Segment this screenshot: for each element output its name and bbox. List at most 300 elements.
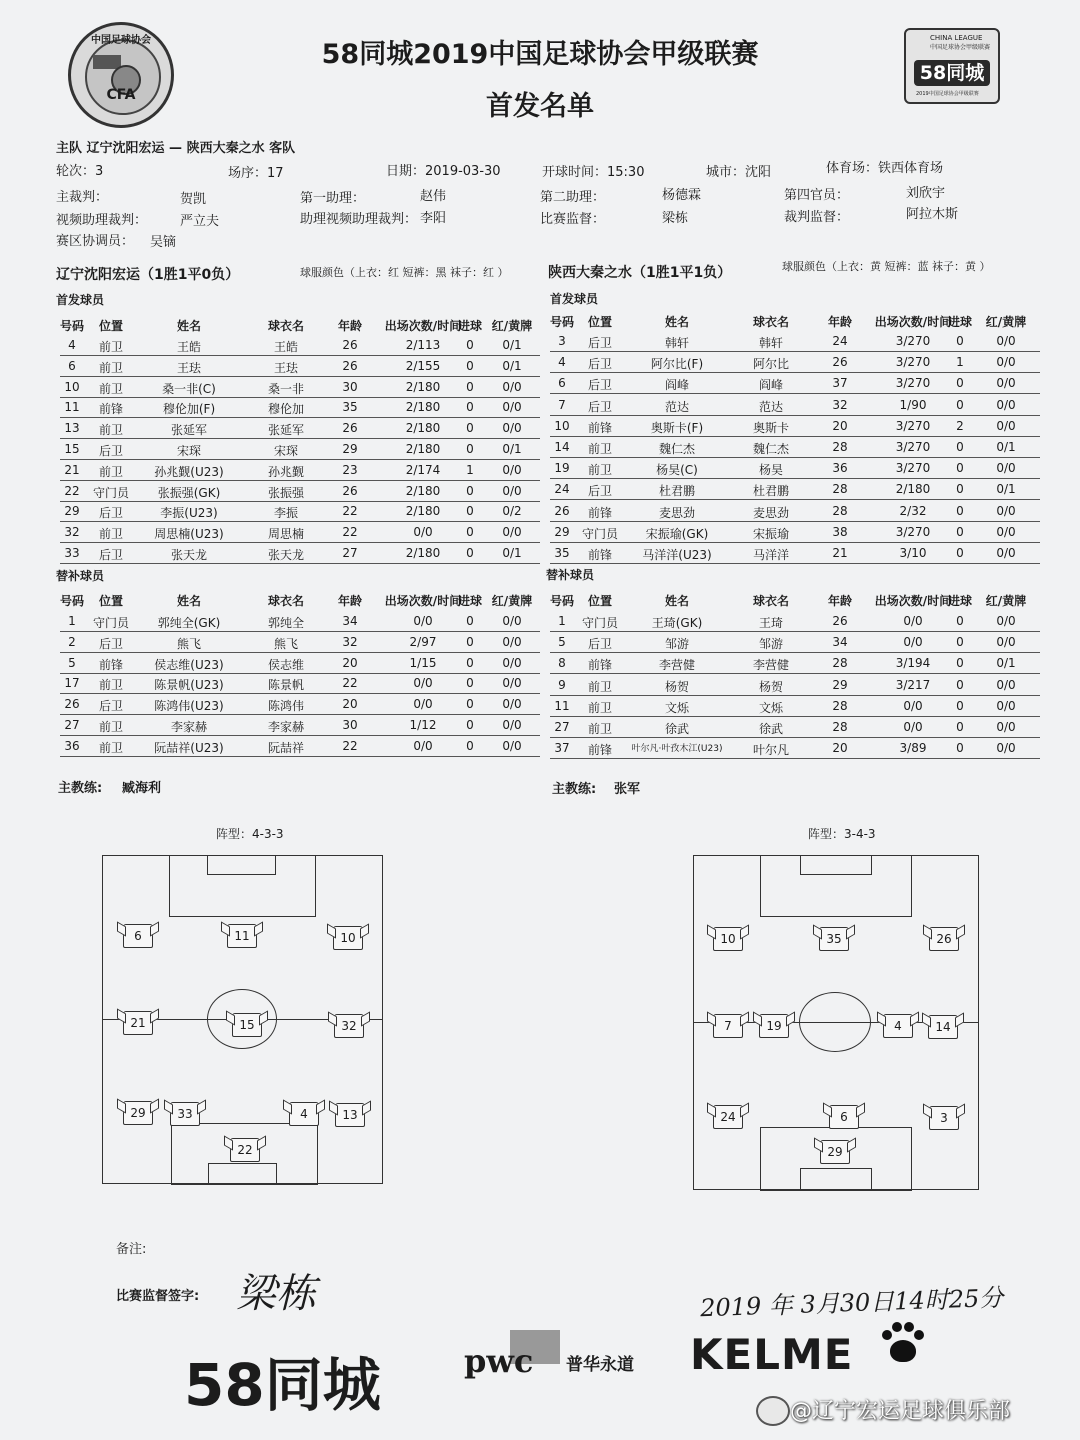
away-starter-shirt-name: 魏仁杰	[752, 442, 790, 456]
home-starter-apps: 2/180	[405, 442, 441, 456]
away-starter-apps: 3/270	[895, 334, 931, 348]
home-starter-apps: 2/155	[405, 358, 441, 373]
home-sub-name: 陈鸿伟(U23)	[154, 699, 224, 714]
away-sub-position: 后卫	[587, 637, 613, 652]
away-sub-age: 34	[832, 635, 848, 650]
home-subs-header-goals: 进球	[457, 594, 483, 608]
away-starter-age: 32	[832, 397, 848, 412]
table-row-line	[550, 542, 1040, 543]
away-starter-goals: 0	[956, 334, 964, 348]
home-starter-number: 33	[64, 546, 80, 560]
away-starters-header-name: 姓名	[664, 315, 690, 329]
away-sub-name: 文烁	[664, 700, 690, 715]
away-starter-goals: 0	[956, 503, 964, 518]
round: 轮次：3	[56, 164, 104, 179]
home-sub-goals: 0	[466, 676, 474, 691]
home-sub-cards: 0/0	[502, 738, 522, 753]
home-starter-age: 27	[342, 546, 358, 560]
away-starters-header-shirt-name: 球衣名	[752, 315, 790, 329]
home-starter-cards: 0/1	[502, 442, 522, 456]
home-starter-cards: 0/0	[502, 400, 522, 415]
away-sub-position: 前锋	[587, 658, 613, 673]
home-starter-age: 29	[342, 442, 358, 456]
away-starter-cards: 0/0	[996, 397, 1016, 412]
away-subs-header-goals: 进球	[947, 594, 973, 608]
away-sub-shirt-name: 叶尔凡	[752, 743, 790, 758]
away-starters-header-goals: 进球	[947, 315, 973, 329]
away-starter-name: 奥斯卡(F)	[650, 420, 704, 435]
away-starter-shirt-name: 杜君鹏	[752, 484, 790, 499]
away-sub-number: 8	[558, 656, 566, 671]
home-starter-name: 王珐	[176, 360, 202, 375]
away-sub-apps: 0/0	[903, 698, 923, 713]
table-row-line	[550, 652, 1040, 653]
away-sub-shirt-name: 邹游	[758, 637, 784, 652]
away-sub-age: 20	[832, 741, 848, 756]
home-starter-cards: 0/1	[502, 338, 522, 352]
table-row-line	[60, 501, 540, 502]
away-sub-cards: 0/0	[996, 614, 1016, 628]
away-starter-name: 麦思劲	[658, 505, 696, 520]
away-starter-goals: 1	[956, 355, 964, 370]
home-sub-age: 32	[342, 634, 358, 649]
away-starter-name: 阎峰	[664, 378, 690, 393]
home-subs-header-apps: 出场次数/时间	[384, 594, 462, 608]
away-formation: 阵型：3-4-3	[808, 827, 876, 841]
away-starter-position: 前锋	[587, 505, 613, 520]
home-starter-position: 后卫	[98, 506, 124, 521]
official-name: 杨德霖	[662, 188, 702, 203]
official-label: 裁判监督：	[784, 210, 850, 225]
away-starter-number: 10	[554, 418, 570, 433]
table-row-line	[60, 521, 540, 522]
home-starter-position: 前卫	[98, 360, 124, 375]
away-sub-name: 邹游	[664, 637, 690, 652]
away-starter-cards: 0/0	[996, 418, 1016, 433]
kelme-paw-icon	[880, 1320, 926, 1366]
home-starters-header-age: 年龄	[337, 319, 363, 333]
home-starter-apps: 2/180	[405, 421, 441, 436]
away-subs-header-apps: 出场次数/时间	[874, 594, 952, 608]
sponsor-pwc: pwc	[464, 1342, 534, 1380]
home-sub-age: 22	[342, 676, 358, 691]
away-sub-number: 1	[558, 614, 566, 628]
home-starter-position: 后卫	[98, 444, 124, 458]
table-row-line	[60, 376, 540, 377]
home-starter-name: 周思楠(U23)	[154, 527, 224, 542]
away-sub-shirt-name: 王琦	[758, 616, 784, 630]
sign-date: 2019 年 3月30日14时25分	[699, 1283, 1004, 1323]
official-label: 第二助理：	[540, 190, 606, 205]
home-starter-number: 15	[64, 442, 80, 456]
away-team-name: 陕西大秦之水（1胜1平1负）	[548, 265, 732, 281]
home-starter-name: 孙兆觐(U23)	[154, 464, 224, 479]
away-sub-apps: 0/0	[903, 635, 923, 650]
home-sub-cards: 0/0	[502, 676, 522, 691]
home-starters-header-position: 位置	[98, 319, 124, 333]
away-starter-goals: 0	[956, 546, 964, 560]
home-sub-goals: 0	[466, 634, 474, 649]
home-starter-age: 22	[342, 525, 358, 540]
home-sub-shirt-name: 陈鸿伟	[267, 699, 305, 714]
home-sub-name: 阮喆祥(U23)	[154, 740, 224, 755]
table-row-line	[60, 542, 540, 543]
home-starter-number: 10	[64, 379, 80, 394]
sponsor-58tongcheng: 58同城	[184, 1351, 381, 1419]
table-row-line	[60, 693, 540, 694]
home-sub-goals: 0	[466, 655, 474, 670]
weibo-icon	[756, 1396, 790, 1426]
home-sub-name: 熊飞	[176, 636, 202, 651]
away-starter-age: 28	[832, 503, 848, 518]
home-starter-cards: 0/0	[502, 525, 522, 540]
away-sub-goals: 0	[956, 677, 964, 692]
away-sub-goals: 0	[956, 698, 964, 713]
home-sub-shirt-name: 李家赫	[267, 720, 305, 734]
away-starter-number: 6	[558, 376, 566, 391]
away-starter-position: 前卫	[587, 442, 613, 456]
away-jersey-icon: 24	[713, 1105, 743, 1129]
away-sub-goals: 0	[956, 720, 964, 734]
away-starter-number: 3	[558, 334, 566, 348]
away-sub-cards: 0/0	[996, 698, 1016, 713]
away-starter-shirt-name: 阿尔比	[752, 357, 790, 372]
home-starter-number: 13	[64, 421, 80, 436]
table-row-line	[60, 652, 540, 653]
away-starter-goals: 0	[956, 482, 964, 497]
cfa-ring-text: 中国足球协会	[91, 35, 151, 46]
home-starter-shirt-name: 桑一非	[267, 381, 305, 396]
home-starter-goals: 0	[466, 421, 474, 436]
home-sub-age: 22	[342, 738, 358, 753]
home-sub-age: 20	[342, 697, 358, 712]
away-sub-cards: 0/0	[996, 741, 1016, 756]
away-starter-shirt-name: 阎峰	[758, 378, 784, 393]
away-jersey-icon: 35	[819, 927, 849, 951]
away-sub-name: 王琦(GK)	[651, 616, 703, 630]
away-starter-name: 范达	[664, 399, 690, 414]
away-starter-position: 前锋	[587, 548, 613, 562]
home-sub-cards: 0/0	[502, 614, 522, 628]
home-starter-cards: 0/1	[502, 358, 522, 373]
away-sub-position: 前卫	[587, 700, 613, 715]
away-sub-position: 前锋	[587, 743, 613, 758]
home-subs-label: 替补球员	[56, 569, 105, 583]
league-text-4: 2019中国足球协会甲级联赛	[916, 91, 979, 97]
home-starter-cards: 0/1	[502, 546, 522, 560]
home-starter-cards: 0/0	[502, 462, 522, 477]
home-subs-header-name: 姓名	[176, 594, 202, 608]
table-row-line	[60, 735, 540, 736]
away-sub-apps: 0/0	[903, 614, 923, 628]
home-starter-name: 李振(U23)	[160, 506, 218, 521]
home-starter-age: 35	[342, 400, 358, 415]
away-subs-header-cards: 红/黄牌	[985, 594, 1027, 608]
supervisor-signature: 梁栋	[236, 1271, 316, 1317]
home-starter-position: 前卫	[98, 381, 124, 396]
away-sub-age: 28	[832, 698, 848, 713]
away-starter-age: 24	[832, 334, 848, 348]
away-sub-apps: 3/217	[895, 677, 931, 692]
home-sub-shirt-name: 熊飞	[273, 636, 299, 651]
away-subs-label: 替补球员	[546, 568, 595, 582]
away-starter-cards: 0/0	[996, 334, 1016, 348]
home-starter-name: 宋琛	[176, 444, 202, 458]
table-row-line	[60, 397, 540, 398]
away-starter-age: 26	[832, 355, 848, 370]
official-name: 吴镝	[150, 235, 177, 250]
away-coach: 张军	[614, 782, 641, 797]
home-starters-header-number: 号码	[59, 319, 85, 333]
away-starter-apps: 3/270	[895, 355, 931, 370]
away-starter-shirt-name: 麦思劲	[752, 505, 790, 520]
away-kit-colors: 球服颜色（上衣：黄 短裤：蓝 袜子：黄 ）	[782, 260, 991, 273]
home-starter-shirt-name: 周思楠	[267, 527, 305, 542]
home-subs-header-shirt-name: 球衣名	[267, 594, 305, 608]
away-starter-goals: 0	[956, 376, 964, 391]
official-label: 视频助理裁判：	[56, 213, 148, 228]
away-sub-position: 前卫	[587, 722, 613, 736]
home-starter-goals: 0	[466, 483, 474, 498]
table-row-line	[60, 480, 540, 481]
table-row-line	[550, 393, 1040, 394]
home-starter-name: 王皓	[176, 340, 202, 354]
table-row-line	[550, 631, 1040, 632]
official-name: 赵伟	[420, 189, 447, 204]
away-jersey-icon: 7	[713, 1014, 743, 1038]
home-jersey-icon: 22	[230, 1138, 260, 1162]
away-starter-position: 前锋	[587, 420, 613, 435]
goal-box-top	[800, 855, 872, 875]
away-starters-header-age: 年龄	[827, 315, 853, 329]
official-name: 梁栋	[662, 211, 689, 226]
away-sub-goals: 0	[956, 741, 964, 756]
home-starters-header-name: 姓名	[176, 319, 202, 333]
home-starter-name: 桑一非(C)	[162, 381, 216, 396]
away-starter-shirt-name: 范达	[758, 399, 784, 414]
home-starter-name: 穆伦加(F)	[162, 402, 216, 417]
away-starter-shirt-name: 杨昊	[758, 463, 784, 478]
away-starter-position: 守门员	[581, 526, 619, 541]
home-jersey-icon: 29	[123, 1101, 153, 1125]
home-starter-position: 前卫	[98, 527, 124, 542]
away-starter-position: 后卫	[587, 357, 613, 372]
home-starter-shirt-name: 王皓	[273, 340, 299, 354]
home-starter-goals: 0	[466, 400, 474, 415]
home-sub-name: 郭纯全(GK)	[157, 616, 221, 630]
official-label: 第四官员：	[784, 188, 850, 203]
away-sub-age: 29	[832, 677, 848, 692]
remarks-label: 备注:	[116, 1242, 147, 1257]
away-starter-goals: 2	[956, 418, 964, 433]
teams-line: 主队 辽宁沈阳宏运 — 陕西大秦之水 客队	[56, 141, 296, 156]
away-sub-apps: 3/194	[895, 656, 931, 671]
away-sub-shirt-name: 李营健	[752, 658, 790, 673]
home-starters-header-apps: 出场次数/时间	[384, 319, 462, 333]
home-jersey-icon: 11	[227, 924, 257, 948]
away-starter-apps: 3/270	[895, 376, 931, 391]
home-starter-number: 32	[64, 525, 80, 540]
home-starter-position: 前锋	[98, 402, 124, 417]
home-starter-number: 6	[68, 358, 76, 373]
away-jersey-icon: 4	[883, 1014, 913, 1038]
home-jersey-icon: 6	[123, 924, 153, 948]
home-sub-cards: 0/0	[502, 634, 522, 649]
home-sub-name: 陈景帆(U23)	[154, 678, 224, 693]
home-starter-shirt-name: 张振强	[267, 485, 305, 500]
away-starter-age: 36	[832, 461, 848, 476]
home-sub-goals: 0	[466, 697, 474, 712]
home-subs-header-age: 年龄	[337, 594, 363, 608]
home-starter-goals: 0	[466, 525, 474, 540]
away-starter-age: 28	[832, 482, 848, 497]
official-name: 严立夫	[180, 214, 220, 229]
away-starter-name: 马洋洋(U23)	[642, 548, 712, 562]
away-sub-cards: 0/0	[996, 720, 1016, 734]
home-sub-number: 2	[68, 634, 76, 649]
home-sub-position: 前卫	[98, 720, 124, 734]
match-seq: 场序：17	[228, 166, 284, 181]
home-subs-header-number: 号码	[59, 594, 85, 608]
home-sub-position: 前卫	[98, 678, 124, 693]
home-starter-number: 11	[64, 400, 80, 415]
home-sub-goals: 0	[466, 718, 474, 732]
away-jersey-icon: 6	[829, 1105, 859, 1129]
away-sub-name: 李营健	[658, 658, 696, 673]
away-starters-header-apps: 出场次数/时间	[874, 315, 952, 329]
home-sub-number: 36	[64, 738, 80, 753]
home-subs-header-position: 位置	[98, 594, 124, 608]
away-sub-goals: 0	[956, 614, 964, 628]
home-starter-shirt-name: 宋琛	[273, 444, 299, 458]
away-starter-position: 后卫	[587, 336, 613, 350]
home-sub-name: 李家赫	[170, 720, 208, 734]
table-row-line	[60, 756, 540, 757]
home-starters-label: 首发球员	[56, 293, 105, 307]
home-starter-position: 前卫	[98, 340, 124, 354]
away-starter-apps: 1/90	[899, 397, 927, 412]
table-row-line	[550, 758, 1040, 759]
away-starter-number: 4	[558, 355, 566, 370]
table-row-line	[60, 355, 540, 356]
home-sub-shirt-name: 阮喆祥	[267, 740, 305, 755]
table-row-line	[550, 499, 1040, 500]
table-row-line	[550, 737, 1040, 738]
away-starter-cards: 0/0	[996, 355, 1016, 370]
home-starter-apps: 2/180	[405, 546, 441, 560]
home-starter-goals: 0	[466, 379, 474, 394]
away-starter-age: 28	[832, 440, 848, 454]
away-sub-position: 前卫	[587, 679, 613, 694]
table-row-line	[60, 459, 540, 460]
home-starter-apps: 2/180	[405, 400, 441, 415]
away-starter-apps: 2/32	[899, 503, 927, 518]
match-date: 日期：2019-03-30	[386, 164, 501, 179]
away-sub-name: 叶尔凡·叶孜木江(U23)	[631, 744, 723, 755]
away-sub-shirt-name: 文烁	[758, 700, 784, 715]
away-jersey-icon: 29	[820, 1140, 850, 1164]
away-subs-header-shirt-name: 球衣名	[752, 594, 790, 608]
away-starter-cards: 0/0	[996, 376, 1016, 391]
sponsor-kelme: KELME	[690, 1330, 854, 1379]
away-starter-goals: 0	[956, 440, 964, 454]
away-starter-cards: 0/0	[996, 461, 1016, 476]
home-sub-position: 前锋	[98, 657, 124, 672]
home-starter-shirt-name: 李振	[273, 506, 299, 521]
away-starter-goals: 0	[956, 397, 964, 412]
away-starter-apps: 3/10	[899, 546, 927, 560]
home-starter-age: 23	[342, 462, 358, 477]
away-starter-name: 杜君鹏	[658, 484, 696, 499]
away-sub-name: 徐武	[664, 722, 690, 736]
away-starter-number: 19	[554, 461, 570, 476]
away-subs-header-age: 年龄	[827, 594, 853, 608]
home-sub-cards: 0/0	[502, 697, 522, 712]
home-starter-apps: 2/174	[405, 462, 441, 477]
official-label: 赛区协调员：	[56, 234, 135, 249]
away-sub-number: 5	[558, 635, 566, 650]
home-coach-label: 主教练:	[58, 781, 103, 796]
home-sub-apps: 1/12	[409, 718, 437, 732]
home-starter-goals: 0	[466, 338, 474, 352]
goal-box-bottom	[208, 1163, 277, 1185]
home-starter-cards: 0/0	[502, 379, 522, 394]
home-starter-goals: 1	[466, 462, 474, 477]
away-starters-header-cards: 红/黄牌	[985, 315, 1027, 329]
away-sub-cards: 0/0	[996, 635, 1016, 650]
away-starter-cards: 0/0	[996, 503, 1016, 518]
away-subs-header-number: 号码	[549, 594, 575, 608]
home-starter-cards: 0/2	[502, 504, 522, 519]
away-sub-number: 11	[554, 698, 570, 713]
official-label: 主裁判：	[56, 190, 109, 205]
table-row-line	[550, 695, 1040, 696]
away-starter-age: 21	[832, 546, 848, 560]
home-sub-shirt-name: 陈景帆	[267, 678, 305, 693]
home-jersey-icon: 13	[335, 1103, 365, 1127]
away-starter-shirt-name: 马洋洋	[752, 548, 790, 562]
away-starter-name: 韩轩	[664, 336, 690, 350]
away-sub-name: 杨贺	[664, 679, 690, 694]
away-sub-age: 28	[832, 720, 848, 734]
home-starter-age: 22	[342, 504, 358, 519]
home-team-name: 辽宁沈阳宏运（1胜1平0负）	[56, 267, 240, 283]
home-starter-name: 张振强(GK)	[157, 485, 221, 500]
home-starter-position: 前卫	[98, 464, 124, 479]
away-starter-age: 38	[832, 524, 848, 539]
home-sub-age: 30	[342, 718, 358, 732]
official-name: 李阳	[420, 211, 447, 226]
home-starter-goals: 0	[466, 504, 474, 519]
away-starter-cards: 0/0	[996, 524, 1016, 539]
league-text-1: CHINA LEAGUE	[930, 34, 983, 42]
away-starter-name: 杨昊(C)	[656, 463, 698, 478]
away-starter-goals: 0	[956, 524, 964, 539]
home-sub-position: 守门员	[92, 616, 130, 630]
home-starter-goals: 0	[466, 546, 474, 560]
home-starter-shirt-name: 张延军	[267, 423, 305, 438]
home-kit-colors: 球服颜色（上衣：红 短裤：黑 袜子：红 ）	[300, 266, 509, 279]
away-sub-number: 27	[554, 720, 570, 734]
table-row-line	[550, 457, 1040, 458]
home-jersey-icon: 4	[289, 1102, 319, 1126]
home-jersey-icon: 33	[170, 1102, 200, 1126]
away-starter-number: 24	[554, 482, 570, 497]
away-sub-number: 37	[554, 741, 570, 756]
home-sub-age: 34	[342, 614, 358, 628]
home-starters-header-cards: 红/黄牌	[491, 319, 533, 333]
home-sub-position: 后卫	[98, 636, 124, 651]
